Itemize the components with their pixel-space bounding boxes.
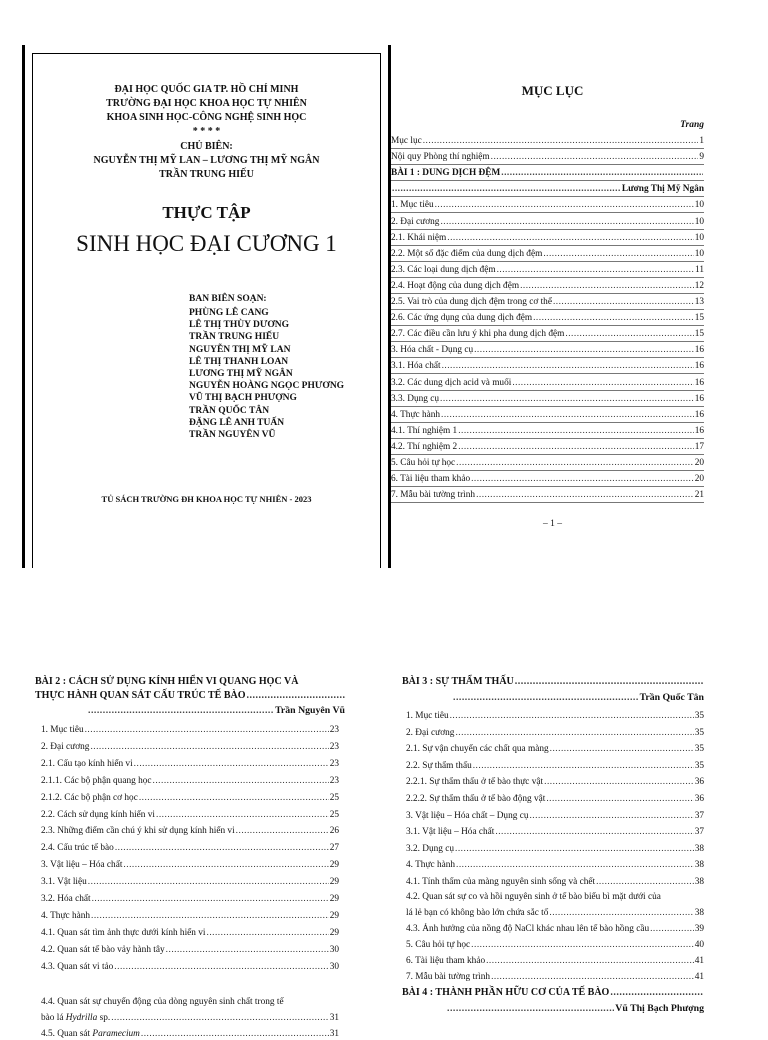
editorial-board-heading: BAN BIÊN SOẠN: bbox=[189, 294, 267, 304]
toc-leader-dots bbox=[88, 876, 329, 888]
toc-leader-dots bbox=[550, 743, 694, 755]
editor-name: TRẦN TRUNG HIẾU bbox=[189, 332, 280, 343]
toc-entry bbox=[391, 151, 704, 165]
toc-entry-page: 36 bbox=[694, 777, 704, 788]
toc-entry bbox=[406, 760, 704, 772]
toc-leader-dots bbox=[134, 758, 329, 770]
toc-entry bbox=[391, 344, 704, 358]
toc-entry-page: 41 bbox=[694, 972, 704, 983]
toc-leader-dots bbox=[471, 473, 694, 485]
toc-entry-page: 13 bbox=[694, 297, 704, 307]
toc-entry-page: 16 bbox=[694, 393, 704, 404]
lesson-2-author: ..... Trần Nguyên Vũ bbox=[35, 705, 345, 717]
toc-entry bbox=[391, 216, 704, 230]
toc-entry bbox=[406, 727, 704, 739]
toc-entry-page: 35 bbox=[694, 711, 704, 721]
toc-entry-title: 7. Mẫu bài tường trình bbox=[391, 490, 476, 501]
book-title-line2: SINH HỌC ĐẠI CƯƠNG 1 bbox=[76, 231, 337, 256]
toc-entry-page: 25 bbox=[329, 809, 339, 820]
toc-entry bbox=[41, 758, 339, 770]
toc-leader-dots bbox=[476, 489, 694, 501]
toc-leader-dots bbox=[546, 793, 693, 805]
toc-entry-title: 2. Đại cương bbox=[41, 741, 90, 752]
toc-entry-page: 37 bbox=[694, 810, 704, 821]
toc-page-3 bbox=[402, 664, 708, 1024]
toc-entry-page: 17 bbox=[694, 441, 704, 452]
toc-entry-title: 2.2. Một số đặc điểm của dung dịch đệm bbox=[391, 248, 543, 259]
toc-entry-page: 23 bbox=[329, 758, 339, 769]
toc-entry bbox=[391, 457, 704, 471]
toc-entry bbox=[41, 842, 339, 854]
toc-entry-page: 29 bbox=[329, 877, 339, 888]
toc-entry-page: 36 bbox=[694, 794, 704, 804]
toc-entry-page: 39 bbox=[694, 924, 704, 934]
toc-entry-title: 3. Vật liệu – Hóa chất – Dụng cụ bbox=[406, 810, 529, 821]
toc-entry-title: 5. Câu hỏi tự học bbox=[406, 940, 471, 951]
toc-entry-wrapped-line1: 4.2. Quan sát sự co và hồi nguyên sinh ở tế bào biểu bì mặt dưới của bbox=[406, 892, 661, 902]
toc-entry bbox=[41, 893, 339, 905]
toc-entry bbox=[406, 939, 704, 951]
toc-entry-title: 4.2. Thí nghiệm 2 bbox=[391, 441, 458, 452]
toc-leader-dots bbox=[440, 393, 694, 405]
toc-page-1 bbox=[391, 45, 710, 565]
editor-name: LÊ THỊ THÙY DƯƠNG bbox=[189, 320, 290, 331]
toc-entry-page: 26 bbox=[329, 826, 339, 837]
toc-entry-page: 29 bbox=[329, 927, 339, 938]
toc-leader-dots bbox=[544, 776, 694, 788]
toc-leader-dots bbox=[491, 971, 694, 983]
toc-entry bbox=[41, 944, 339, 956]
toc-entry bbox=[41, 910, 339, 922]
lesson-2-heading-line2: THỰC HÀNH QUAN SÁT CẤU TRÚC TẾ BÀO ..... bbox=[35, 690, 347, 702]
toc-leader-dots bbox=[123, 859, 328, 871]
toc-entry-page: 27 bbox=[329, 843, 339, 854]
toc-leader-dots bbox=[447, 232, 693, 244]
toc-entry-page: 23 bbox=[329, 775, 339, 786]
toc-entry bbox=[406, 843, 704, 855]
toc-leader-dots bbox=[458, 425, 694, 437]
toc-entry-wrapped-line2: bào lá Hydrilla sp. ..... 31 bbox=[41, 1012, 339, 1024]
toc-entry-title: 6. Tài liệu tham khảo bbox=[391, 474, 471, 485]
toc-entry bbox=[41, 927, 339, 939]
toc-entry-page: 16 bbox=[694, 409, 704, 420]
school-name: TRƯỜNG ĐẠI HỌC KHOA HỌC TỰ NHIÊN bbox=[106, 98, 307, 109]
toc-page-column-label: Trang bbox=[680, 120, 704, 130]
toc-leader-dots bbox=[596, 876, 694, 888]
toc-entry-title: 3. Vật liệu – Hóa chất bbox=[41, 860, 123, 871]
toc-entry-title: 2.5. Vai trò của dung dịch đệm trong cơ thể bbox=[391, 297, 552, 307]
toc-entry bbox=[41, 809, 339, 821]
toc-leader-dots bbox=[455, 727, 693, 739]
toc-leader-dots bbox=[458, 441, 694, 453]
toc-leader-dots bbox=[139, 792, 329, 804]
toc-entry bbox=[391, 183, 704, 197]
editor-name: ĐẶNG LÊ ANH TUẤN bbox=[189, 417, 285, 428]
editor-name: TRẦN QUỐC TÂN bbox=[189, 405, 270, 416]
toc-entry-title: 4.3. Quan sát vi tảo bbox=[41, 961, 114, 972]
toc-entry-page: 29 bbox=[329, 894, 339, 904]
toc-leader-dots bbox=[442, 360, 694, 372]
toc-leader-dots bbox=[441, 409, 694, 421]
toc-entry-page: 1 bbox=[699, 136, 704, 146]
lesson-2-heading-line1: BÀI 2 : CÁCH SỬ DỤNG KÍNH HIỂN VI QUANG HỌC VÀ bbox=[35, 676, 299, 687]
editor-name: TRẦN NGUYÊN VŨ bbox=[189, 430, 276, 441]
toc-leader-dots bbox=[85, 724, 329, 736]
toc-leader-dots bbox=[529, 810, 693, 822]
toc-entry-title: 2. Đại cương bbox=[391, 216, 440, 227]
publisher-footer: TỦ SÁCH TRƯỜNG ĐH KHOA HỌC TỰ NHIÊN - 2023 bbox=[101, 494, 312, 504]
toc-entry bbox=[41, 775, 339, 787]
toc-entry-title: 3.1. Vật liệu – Hóa chất bbox=[406, 827, 495, 838]
toc-entry-title: 6. Tài liệu tham khảo bbox=[406, 956, 486, 967]
toc-entry-title: Mục lục bbox=[391, 136, 422, 146]
toc-entry-title: 2.2. Cách sử dụng kính hiển vi bbox=[41, 809, 156, 820]
toc-entry-page: 29 bbox=[329, 860, 339, 871]
toc-leader-dots bbox=[491, 151, 699, 163]
toc-leader-dots bbox=[153, 775, 329, 787]
editor-name: NGUYỄN THỊ MỸ LAN bbox=[189, 344, 291, 355]
toc-entry-title: 3.2. Hóa chất bbox=[41, 894, 91, 904]
book-title-line1: THỰC TẬP bbox=[162, 203, 251, 222]
toc-entry-title: 4. Thực hành bbox=[41, 910, 91, 921]
toc-leader-dots bbox=[533, 312, 694, 324]
toc-entry-page: 37 bbox=[694, 827, 704, 838]
toc-entry bbox=[391, 135, 704, 149]
lesson-3-author: ..... Trần Quốc Tân bbox=[402, 692, 704, 704]
toc-entry bbox=[391, 264, 704, 278]
editor-name: LÊ THỊ THANH LOAN bbox=[189, 356, 289, 367]
toc-entry-title: 4.1. Thí nghiệm 1 bbox=[391, 425, 458, 436]
faculty-name: KHOA SINH HỌC-CÔNG NGHỆ SINH HỌC bbox=[106, 112, 307, 123]
toc-entry-title: 5. Câu hỏi tự học bbox=[391, 458, 456, 468]
toc-leader-dots bbox=[435, 199, 694, 211]
toc-entry bbox=[391, 167, 704, 181]
toc-entry bbox=[406, 826, 704, 838]
toc-entry bbox=[391, 489, 704, 503]
toc-entry-page: Lương Thị Mỹ Ngân bbox=[621, 184, 704, 195]
toc-leader-dots bbox=[450, 710, 694, 722]
toc-entry-page: 16 bbox=[694, 345, 704, 356]
toc-entry bbox=[406, 971, 704, 983]
toc-entry-page: 23 bbox=[329, 725, 339, 735]
toc-entry-title: 4. Thực hành bbox=[391, 409, 441, 420]
toc-leader-dots bbox=[90, 741, 328, 753]
toc-entry bbox=[391, 409, 704, 423]
toc-leader-dots bbox=[156, 809, 329, 821]
toc-entry-title: 2.1.1. Các bộ phận quang học bbox=[41, 775, 152, 786]
toc-entry-page: 16 bbox=[694, 377, 704, 388]
toc-leader-dots bbox=[512, 377, 693, 389]
chief-editor-label: CHỦ BIÊN: bbox=[180, 141, 233, 152]
toc-entry-title: 2.6. Các ứng dụng của dung dịch đệm bbox=[391, 313, 533, 324]
toc-entry-page: 35 bbox=[694, 760, 704, 771]
toc-leader-dots bbox=[166, 944, 329, 956]
toc-entry-page: 9 bbox=[699, 152, 704, 163]
toc-entry bbox=[391, 280, 704, 294]
toc-entry bbox=[41, 961, 339, 973]
toc-entry bbox=[391, 473, 704, 487]
toc-leader-dots bbox=[520, 280, 694, 292]
toc-entry bbox=[391, 312, 704, 326]
editor-name: LƯƠNG THỊ MỸ NGÂN bbox=[189, 369, 293, 380]
toc-entry-title: 2.3. Những điểm cần chú ý khi sử dụng kính hiển vi bbox=[41, 826, 235, 837]
toc-leader-dots bbox=[456, 859, 694, 871]
toc-entry bbox=[391, 360, 704, 374]
toc-entry-title: 4.2. Quan sát tế bào vảy hành tây bbox=[41, 944, 165, 955]
toc-entry bbox=[41, 792, 339, 804]
lesson-4-author: ..... Vũ Thị Bạch Phượng bbox=[402, 1003, 704, 1015]
toc-leader-dots bbox=[501, 167, 703, 179]
toc-leader-dots bbox=[543, 248, 693, 260]
toc-heading: MỤC LỤC bbox=[521, 83, 584, 98]
toc-leader-dots bbox=[486, 955, 694, 967]
toc-entry-page: 30 bbox=[329, 944, 339, 955]
toc-entry-title: 2.7. Các điều cần lưu ý khi pha dung dịch đệm bbox=[391, 329, 565, 340]
toc-entry-page: 15 bbox=[694, 313, 704, 324]
toc-entry-title: 3.1. Hóa chất bbox=[391, 361, 441, 372]
toc-entry-page: 10 bbox=[694, 200, 704, 211]
toc-entry-title: 3.2. Dụng cụ bbox=[406, 843, 455, 854]
toc-entry bbox=[391, 425, 704, 439]
toc-leader-dots bbox=[207, 927, 329, 939]
toc-entry bbox=[391, 199, 704, 213]
toc-entry bbox=[406, 923, 704, 935]
toc-entry-title: 2.2.2. Sự thẩm thấu ở tế bào động vật bbox=[406, 794, 546, 804]
toc-entry-title: 2.4. Hoạt động của dung dịch đệm bbox=[391, 280, 520, 291]
toc-entry bbox=[41, 825, 339, 837]
toc-entry-page: 35 bbox=[694, 727, 704, 738]
toc-entry-title: 3. Hóa chất - Dụng cụ bbox=[391, 345, 474, 356]
toc-entry bbox=[406, 776, 704, 788]
toc-entry-title: 2.1. Khái niệm bbox=[391, 232, 447, 243]
toc-entry-title: 1. Mục tiêu bbox=[41, 725, 84, 735]
toc-entry-title: 2.3. Các loại dung dịch đệm bbox=[391, 264, 496, 275]
toc-entry-page: 29 bbox=[329, 910, 339, 921]
toc-entry-page: 38 bbox=[694, 877, 704, 887]
toc-leader-dots bbox=[91, 910, 329, 922]
toc-entry bbox=[41, 859, 339, 871]
toc-entry-title: 4.1. Tính thấm của màng nguyên sinh sống và chết bbox=[406, 877, 596, 887]
toc-entry-page: 16 bbox=[694, 425, 704, 436]
toc-entry bbox=[406, 955, 704, 967]
toc-leader-dots bbox=[115, 842, 329, 854]
toc-entry-title: 2.1. Sự vận chuyển các chất qua màng bbox=[406, 744, 549, 755]
lesson-3-heading: BÀI 3 : SỰ THẨM THẤU ..... bbox=[402, 676, 704, 688]
university-name: ĐẠI HỌC QUỐC GIA TP. HỒ CHÍ MINH bbox=[114, 84, 299, 95]
toc-entry-title: 4.3. Ảnh hưởng của nồng độ NaCl khác nhau lên tế bào hồng cầu bbox=[406, 924, 650, 934]
toc-leader-dots bbox=[236, 825, 329, 837]
editor-name: VŨ THỊ BẠCH PHƯỢNG bbox=[189, 393, 297, 404]
toc-leader-dots bbox=[553, 296, 694, 308]
toc-leader-dots bbox=[474, 344, 694, 356]
page-number: – 1 – bbox=[543, 519, 562, 529]
lesson-4-heading: BÀI 4 : THÀNH PHẦN HỮU CƠ CỦA TẾ BÀO ..... bbox=[402, 987, 704, 999]
cover-page bbox=[22, 45, 391, 568]
toc-entry-page: 12 bbox=[694, 280, 704, 291]
toc-entry-page: 15 bbox=[694, 329, 704, 340]
toc-entry-title: 2.1. Cấu tạo kính hiển vi bbox=[41, 758, 133, 769]
toc-entry bbox=[406, 810, 704, 822]
toc-leader-dots bbox=[495, 826, 693, 838]
toc-leader-dots bbox=[92, 893, 329, 905]
toc-entry-title: 3.1. Vật liệu bbox=[41, 877, 87, 888]
toc-entry-page: 10 bbox=[694, 248, 704, 259]
toc-leader-dots bbox=[423, 135, 699, 147]
toc-entry-page: 40 bbox=[694, 940, 704, 951]
toc-entry-title: 2. Đại cương bbox=[406, 727, 455, 738]
toc-entry bbox=[391, 232, 704, 246]
toc-leader-dots bbox=[456, 457, 694, 469]
toc-entry-title: BÀI 1 : DUNG DỊCH ĐỆM bbox=[391, 168, 501, 179]
toc-entry-page: 20 bbox=[694, 458, 704, 468]
toc-entry-page: 21 bbox=[694, 490, 704, 501]
toc-entry bbox=[406, 743, 704, 755]
toc-entry-title: 2.2. Sự thẩm thấu bbox=[406, 760, 472, 771]
toc-entry-title: Nội quy Phòng thí nghiệm bbox=[391, 152, 490, 163]
toc-entry-title: 3.2. Các dung dịch acid và muối bbox=[391, 377, 512, 388]
toc-entry bbox=[41, 741, 339, 753]
toc-entry-title: 2.1.2. Các bộ phận cơ học bbox=[41, 792, 138, 803]
toc-entry bbox=[391, 377, 704, 391]
toc-entry-page: 30 bbox=[329, 961, 339, 972]
toc-entry-title: 1. Mục tiêu bbox=[406, 711, 449, 721]
toc-entry bbox=[391, 328, 704, 342]
toc-entry-title: 4.1. Quan sát tìm ảnh thực dưới kính hiển vi bbox=[41, 927, 206, 938]
toc-entry-page: 38 bbox=[694, 843, 704, 854]
editor-name: NGUYỄN HOÀNG NGỌC PHƯƠNG bbox=[189, 381, 345, 392]
toc-entry-title: 2.2.1. Sự thẩm thấu ở tế bào thực vật bbox=[406, 777, 544, 788]
toc-leader-dots bbox=[473, 760, 694, 772]
toc-entry-title: 4. Thực hành bbox=[406, 860, 456, 871]
chief-editor-names: NGUYỄN THỊ MỸ LAN – LƯƠNG THỊ MỸ NGÂN bbox=[93, 155, 320, 166]
toc-entry-page: 41 bbox=[694, 956, 704, 967]
toc-entry-title: 1. Mục tiêu bbox=[391, 200, 434, 211]
toc-entry bbox=[41, 724, 339, 736]
toc-entry bbox=[406, 859, 704, 871]
toc-entry-wrapped-line1: 4.4. Quan sát sự chuyển động của dòng nguyên sinh chất trong tế bbox=[41, 997, 284, 1007]
toc-entry bbox=[406, 876, 704, 888]
toc-entry-title: 7. Mẫu bài tường trình bbox=[406, 972, 491, 983]
toc-entry-page: 35 bbox=[694, 744, 704, 755]
toc-leader-dots bbox=[455, 843, 694, 855]
toc-entry bbox=[391, 441, 704, 455]
toc-entry-page: 10 bbox=[694, 216, 704, 227]
toc-entry-title: 3.3. Dụng cụ bbox=[391, 393, 440, 404]
toc-leader-dots bbox=[471, 939, 694, 951]
toc-leader-dots bbox=[392, 183, 621, 195]
toc-entry-page: 38 bbox=[694, 860, 704, 871]
toc-entry-page: 25 bbox=[329, 792, 339, 803]
editor-name: PHÙNG LÊ CANG bbox=[189, 308, 269, 318]
toc-leader-dots bbox=[497, 264, 694, 276]
toc-entry bbox=[391, 248, 704, 262]
toc-entry-paramecium: 4.5. Quan sát Paramecium ..... 31 bbox=[41, 1028, 339, 1040]
toc-leader-dots bbox=[440, 216, 693, 228]
toc-page-2 bbox=[35, 664, 347, 1039]
toc-entry-page: 23 bbox=[329, 741, 339, 752]
toc-entry-title: 2.4. Cấu trúc tế bào bbox=[41, 843, 114, 854]
toc-leader-dots bbox=[650, 923, 694, 935]
toc-entry-page: 11 bbox=[695, 264, 704, 275]
toc-entry-wrapped-line2: lá lẻ bạn có không bào lớn chứa sắc tố ..... 38 bbox=[406, 907, 704, 919]
chief-editor-names-2: TRẦN TRUNG HIẾU bbox=[159, 169, 254, 180]
toc-entry-page: 10 bbox=[694, 232, 704, 243]
toc-entry bbox=[41, 876, 339, 888]
editorial-board-list bbox=[189, 307, 344, 441]
toc-leader-dots bbox=[565, 328, 693, 340]
toc-leader-dots bbox=[114, 961, 328, 973]
toc-entry bbox=[391, 393, 704, 407]
separator-stars: * * * * bbox=[192, 126, 221, 137]
toc-entry-page: 20 bbox=[694, 474, 704, 485]
toc-entry bbox=[406, 710, 704, 722]
toc-entry bbox=[391, 296, 704, 310]
toc-entry bbox=[406, 793, 704, 805]
toc-entry-page: 16 bbox=[694, 361, 704, 372]
